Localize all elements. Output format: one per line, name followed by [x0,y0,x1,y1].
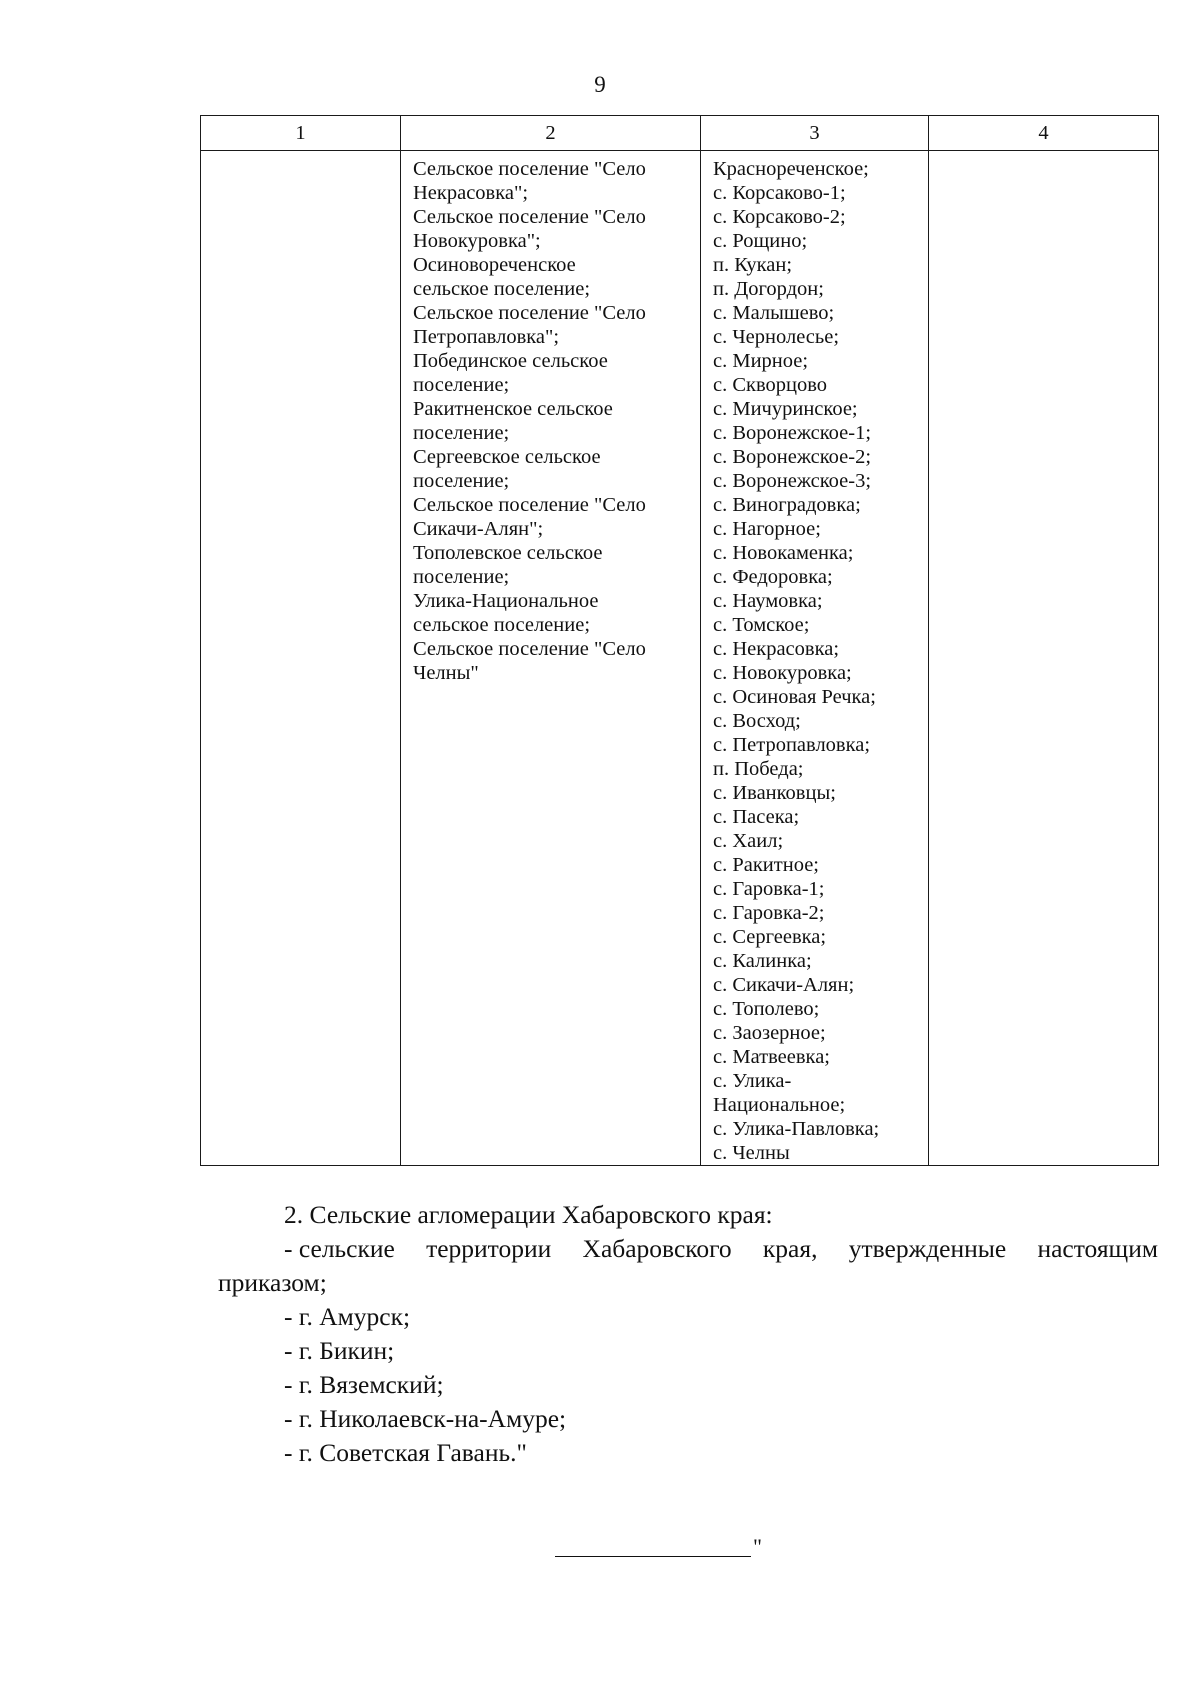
cell-line: с. Улика- [713,1070,792,1092]
cell-line: с. Томское; [713,614,810,636]
cell-line: Тополевское сельское [413,542,603,564]
cell-line: с. Пасека; [713,806,800,828]
cell-line: Петропавловка"; [413,326,560,348]
cell-line: с. Нагорное; [713,518,821,540]
cell-line: с. Федоровка; [713,566,833,588]
cell-line: с. Новокаменка; [713,542,854,564]
cell-line: с. Сикачи-Алян; [713,974,855,996]
cell-line: поселение; [413,566,510,588]
cell-line: Национальное; [713,1094,846,1116]
header-col-2: 2 [401,116,701,151]
first-item-continuation: приказом; [218,1268,327,1297]
cell-line: п. Догордон; [713,278,824,300]
cell-line: с. Сергеевка; [713,926,827,948]
cell-line: с. Петропавловка; [713,734,871,756]
table-header-row [201,116,1159,151]
cell-line: с. Челны [713,1142,790,1164]
page-number: 9 [594,72,606,97]
closing-rule [555,1556,751,1557]
cell-line: с. Восход; [713,710,801,732]
cell-line: с. Виноградовка; [713,494,861,516]
cell-col-4 [929,151,1159,1166]
cell-line: сельское поселение; [413,614,591,636]
closing-mark [555,1534,762,1559]
cell-line: Сикачи-Алян"; [413,518,544,540]
cell-line: п. Кукан; [713,254,793,276]
cell-col-2 [401,151,701,1166]
cell-line: с. Ракитное; [713,854,820,876]
cell-line: Сельское поселение "Село [413,158,646,180]
cell-line: с. Иванковцы; [713,782,836,804]
settlements-table [200,115,1159,1166]
cell-line: с. Скворцово [713,374,828,396]
header-col-3: 3 [701,116,929,151]
cell-line: с. Некрасовка; [713,638,840,660]
word: территории [426,1234,552,1263]
word: - сельские [284,1234,395,1263]
cell-line: поселение; [413,374,510,396]
cell-line: с. Улика-Павловка; [713,1118,880,1140]
cell-line: Осиновореченское [413,254,576,276]
list-item: - г. Вяземский; [284,1370,444,1399]
word: края, [762,1234,818,1263]
word: утвержденные [848,1234,1007,1263]
city-list [218,1300,1158,1470]
list-item: - г. Николаевск-на-Амуре; [284,1404,567,1433]
cell-line: сельское поселение; [413,278,591,300]
agglomerations-section [218,1198,1158,1470]
cell-line: с. Чернолесье; [713,326,840,348]
cell-line: Улика-Национальное [413,590,599,612]
list-item: - г. Советская Гавань." [284,1438,527,1467]
first-item-line [218,1232,1158,1266]
cell-line: Сельское поселение "Село [413,494,646,516]
cell-line: поселение; [413,470,510,492]
cell-line: Некрасовка"; [413,182,529,204]
word: Хабаровского [582,1234,732,1263]
list-item: - г. Бикин; [284,1336,395,1365]
word: настоящим [1037,1234,1158,1263]
cell-line: с. Осиновая Речка; [713,686,876,708]
cell-line: Челны" [413,662,479,684]
cell-line: с. Малышево; [713,302,835,324]
cell-line: с. Матвеевка; [713,1046,830,1068]
cell-line: Ракитненское сельское [413,398,613,420]
header-col-1: 1 [201,116,401,151]
cell-line: с. Наумовка; [713,590,823,612]
cell-line: Побединское сельское [413,350,608,372]
list-item: - г. Амурск; [284,1302,411,1331]
cell-line: с. Рощино; [713,230,808,252]
cell-line: п. Победа; [713,758,804,780]
cell-line: с. Корсаково-2; [713,206,846,228]
cell-line: с. Заозерное; [713,1022,826,1044]
cell-line: с. Воронежское-3; [713,470,872,492]
cell-line: Сельское поселение "Село [413,638,646,660]
cell-line: Новокуровка"; [413,230,541,252]
section-heading: 2. Сельские агломерации Хабаровского края: [284,1200,773,1229]
header-col-4: 4 [929,116,1159,151]
cell-col-1 [201,151,401,1166]
cell-col-3 [701,151,929,1166]
cell-line: с. Воронежское-2; [713,446,872,468]
cell-line: Сельское поселение "Село [413,302,646,324]
cell-line: с. Гаровка-2; [713,902,825,924]
cell-line: с. Воронежское-1; [713,422,872,444]
cell-line: Сельское поселение "Село [413,206,646,228]
cell-line: поселение; [413,422,510,444]
cell-line: с. Гаровка-1; [713,878,825,900]
cell-line: с. Мирное; [713,350,809,372]
cell-line: с. Мичуринское; [713,398,858,420]
closing-quote: " [753,1534,762,1559]
cell-line: Краснореченское; [713,158,869,180]
cell-line: с. Хаил; [713,830,784,852]
cell-line: с. Калинка; [713,950,812,972]
cell-line: Сергеевское сельское [413,446,601,468]
cell-line: с. Корсаково-1; [713,182,846,204]
table-row [201,151,1159,1166]
cell-line: с. Тополево; [713,998,820,1020]
cell-line: с. Новокуровка; [713,662,852,684]
